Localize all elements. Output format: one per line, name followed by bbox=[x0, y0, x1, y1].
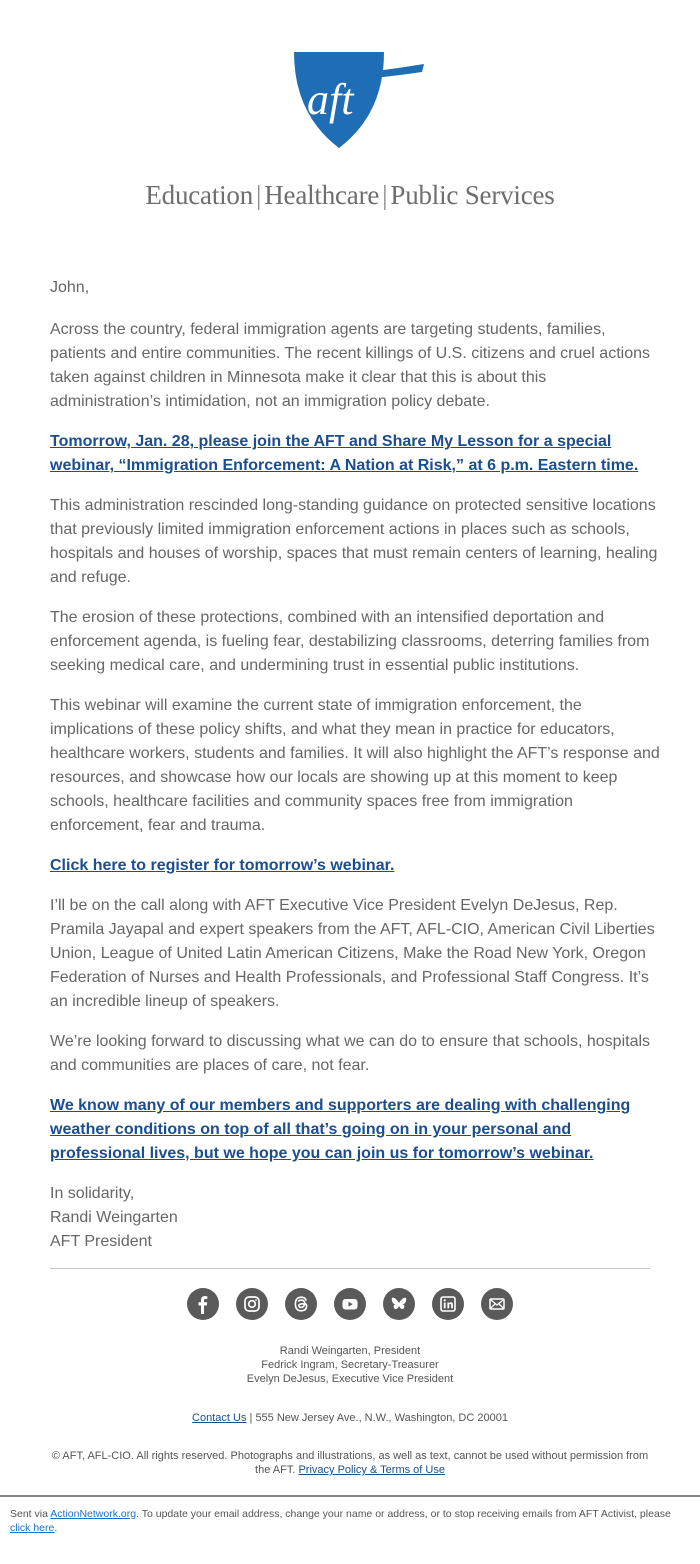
paragraph-2: This administration rescinded long-standing guidance on protected sensitive locations that previously limited immigration enforcement actions in places such as schools, hospitals and houses of worship, spaces that must remain centers of learning, healing and refuge. bbox=[50, 497, 658, 586]
click-here-link[interactable]: click here bbox=[10, 1522, 55, 1534]
email-icon[interactable] bbox=[481, 1288, 513, 1320]
street-address: | 555 New Jersey Ave., N.W., Washington, DC 20001 bbox=[246, 1412, 508, 1424]
greeting: John, bbox=[50, 279, 90, 296]
logo-text: aft bbox=[307, 75, 354, 124]
email-header bbox=[0, 0, 700, 230]
paragraph-3: The erosion of these protections, combined with an intensified deportation and enforcement agenda, is fueling fear, destabilizing classrooms, deterring families from seeking medical care, and undermining trust in essential public institutions. bbox=[50, 609, 650, 674]
signer-name: Randi Weingarten bbox=[50, 1209, 178, 1226]
email-body bbox=[50, 276, 660, 1254]
contact-address bbox=[0, 1411, 700, 1425]
officer-secretary-treasurer: Fedrick Ingram, Secretary-Treasurer bbox=[261, 1359, 439, 1371]
signer-title: AFT President bbox=[50, 1233, 152, 1250]
action-network-footer bbox=[0, 1495, 700, 1564]
join-us-link[interactable]: We know many of our members and supporters are dealing with challenging weather conditions on top of all that’s going on in your personal and professional lives, but we hope you can join us for tomorrow’s webinar. bbox=[50, 1097, 631, 1162]
copyright-text: © AFT, AFL-CIO. All rights reserved. Photographs and illustrations, as well as text, cannot be used without permission from the AFT. bbox=[51, 1450, 649, 1476]
copyright-notice bbox=[50, 1449, 650, 1477]
unsubscribe-notice: Sent via ActionNetwork.org. To update your email address, change your name or address, or to stop receiving emails from AFT Activist, please click here. bbox=[10, 1508, 671, 1534]
paragraph-6: We’re looking forward to discussing what we can do to ensure that schools, hospitals and communities are places of care, not fear. bbox=[50, 1033, 651, 1074]
bluesky-icon[interactable] bbox=[383, 1288, 415, 1320]
webinar-announcement-paragraph bbox=[50, 430, 660, 478]
register-paragraph bbox=[50, 854, 660, 878]
join-us-paragraph bbox=[50, 1094, 660, 1166]
closing: In solidarity, bbox=[50, 1185, 135, 1202]
footer-divider bbox=[50, 1268, 650, 1269]
aft-logo bbox=[292, 52, 426, 148]
instagram-icon[interactable] bbox=[236, 1288, 268, 1320]
webinar-announcement-link[interactable]: Tomorrow, Jan. 28, please join the AFT and Share My Lesson for a special webinar, “Immigration Enforcement: A Nation at Risk,” at 6 p.m. Eastern time. bbox=[50, 433, 639, 474]
contact-us-link[interactable]: Contact Us bbox=[192, 1412, 247, 1424]
paragraph-1: Across the country, federal immigration agents are targeting students, families, patients and entire communities. The recent killings of U.S. citizens and cruel actions taken against children in Minnesota make it clear that this is about this administration’s intimidation, not an immigration policy debate. bbox=[50, 321, 650, 410]
officer-president: Randi Weingarten, President bbox=[279, 1345, 421, 1357]
facebook-icon[interactable] bbox=[187, 1288, 219, 1320]
actionnetwork-link[interactable]: ActionNetwork.org bbox=[50, 1508, 137, 1520]
paragraph-4: This webinar will examine the current state of immigration enforcement, the implications of these policy shifts, and what they mean in practice for educators, healthcare workers, students and families. It will also highlight the AFT’s response and resources, and showcase how our locals are showing up at this moment to keep schools, healthcare facilities and community spaces free from immigration enforcement, fear and trauma. bbox=[50, 697, 660, 834]
linkedin-icon[interactable] bbox=[432, 1288, 464, 1320]
social-links bbox=[0, 1288, 700, 1320]
register-link[interactable]: Click here to register for tomorrow’s webinar. bbox=[50, 857, 395, 874]
youtube-icon[interactable] bbox=[334, 1288, 366, 1320]
tagline: Education | Healthcare | Public Services bbox=[145, 180, 555, 210]
threads-icon[interactable] bbox=[285, 1288, 317, 1320]
officer-vice-president: Evelyn DeJesus, Executive Vice President bbox=[246, 1373, 454, 1385]
officers-list bbox=[0, 1344, 700, 1386]
paragraph-5: I’ll be on the call along with AFT Executive Vice President Evelyn DeJesus, Rep. Pramila Jayapal and expert speakers from the AFT, AFL-CIO, American Civil Liberties Union, League of United Latin American Citizens, Make the Road New York, Oregon Federation of Nurses and Health Professionals, and Professional Staff Congress. It’s an incredible lineup of speakers. bbox=[50, 897, 655, 1010]
privacy-policy-link[interactable]: Privacy Policy & Terms of Use bbox=[298, 1464, 445, 1476]
